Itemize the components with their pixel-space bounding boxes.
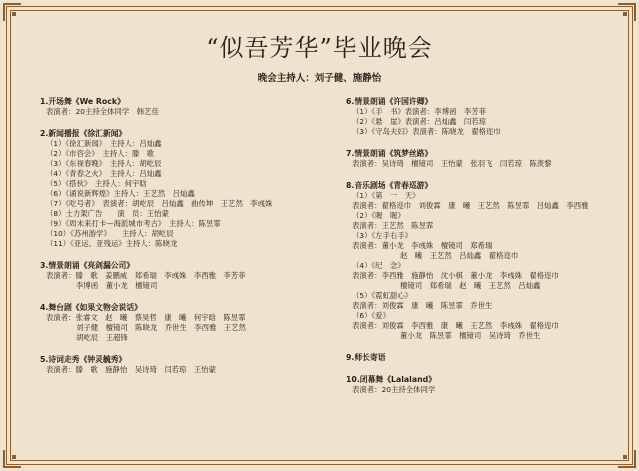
- program-section: [40, 96, 330, 117]
- section-line: 表演者：刘俊霖 李西雅 康 曦 王艺然 李彧姝 翟格迩巾: [352, 321, 559, 330]
- section-line: 表演者：张睿文 赵 曦 蔡昊哲 康 曦 何宇晗 陈昱霏: [46, 313, 246, 322]
- section-line: （1）《手 书》表演者：李博函 李芳菲: [352, 107, 487, 116]
- section-line: （1）《第 一 天》: [352, 191, 420, 200]
- section-line: （2）《喔 喔》: [352, 211, 405, 220]
- program-section: [40, 260, 330, 291]
- section-line: （5）《搭伙》 主持人：何宇晗: [46, 179, 147, 188]
- program-section: [346, 374, 616, 395]
- corner-dot: [12, 455, 16, 459]
- program-section: [40, 128, 330, 249]
- section-title: 8.音乐剧场《青春巡游》: [346, 181, 433, 190]
- section-title: 10.闭幕舞《Lalaland》: [346, 375, 437, 384]
- section-title: 3.情景朗诵《亮剑漏公司》: [40, 261, 135, 270]
- section-line: （4）《青春之火》 主持人：吕灿鑫: [46, 169, 162, 178]
- section-line: 表演者：20主持全体同学 韩艺佳: [46, 107, 159, 116]
- section-title: 2.新闻播报《徐汇新闻》: [40, 129, 127, 138]
- section-line: 檀镜司 郑希瑞 赵 曦 王艺然 吕灿鑫: [400, 281, 541, 290]
- section-title: 4.舞台剧《如果文物会说话》: [40, 303, 142, 312]
- section-line: （2）《悬 崖》表演者：吕灿鑫 闫若琼: [352, 117, 487, 126]
- section-line: 表演者：20主持全体同学: [352, 385, 436, 394]
- corner-dot: [623, 12, 627, 16]
- section-line: （3）《东视春晚》 主持人：胡屹辰: [46, 159, 162, 168]
- section-line: （2）《市咨会》 主持人：滕 歌: [46, 149, 155, 158]
- program-section: [346, 180, 616, 341]
- section-line: 表演者：吴诗琦 檀镜司 王怡蒙 张羽飞 闫若琼 陈羡黎: [352, 159, 552, 168]
- section-line: （9）《周末来打卡—海派城市考古》 主持人：陈昱霏: [46, 219, 221, 228]
- section-line: 表演者：翟格迩巾 刘俊霖 康 曦 王艺然 陈昱霏 吕灿鑫 李西雅: [352, 201, 589, 210]
- section-line: 胡屹辰 王超锋: [76, 333, 128, 342]
- section-line: （3）《左手右手》: [352, 231, 413, 240]
- section-line: 董小龙 陈昱霏 檀镜司 吴诗琦 乔世生: [400, 331, 541, 340]
- section-line: （1）《徐汇新闻》 主持人：吕灿鑫: [46, 139, 162, 148]
- section-line: （8）士力架广告 演 员：王怡蒙: [46, 209, 169, 218]
- section-line: （11）《亚运、亚残运》主持人：陈晓龙: [46, 239, 178, 248]
- section-title: 7.情景朗诵《筑梦丝路》: [346, 149, 433, 158]
- program-section: [346, 148, 616, 169]
- program-section: [346, 96, 616, 137]
- corner-dot: [12, 12, 16, 16]
- section-line: （6）《诵说新辉煌》主持人：王艺然 吕灿鑫: [46, 189, 195, 198]
- section-line: 刘子健 檀镜司 陈晓龙 乔世生 李西雅 王艺然: [76, 323, 246, 332]
- section-line: 表演者：滕 歌 姜鹏威 郑希瑞 李彧姝 李西雅 李芳菲: [46, 271, 246, 280]
- hosts-line: 晚会主持人：刘子健、施静怡: [257, 73, 382, 84]
- corner-ornament: [618, 450, 636, 468]
- corner-ornament: [618, 3, 636, 21]
- section-line: 李博函 董小龙 檀镜司: [76, 281, 158, 290]
- corner-ornament: [3, 450, 21, 468]
- section-line: 表演者：李西雅 施静怡 沈小棋 董小龙 李彧姝 翟格迩巾: [352, 271, 559, 280]
- page-title: “似吾芳华”毕业晚会: [206, 34, 433, 62]
- section-line: （7）《吃号者》 表演者：胡屹辰 吕灿鑫 曲传坤 王艺然 李彧姝: [46, 199, 273, 208]
- section-title: 9.师长寄语: [346, 353, 386, 362]
- section-line: （3）《守岛夫妇》表演者：陈晓龙 翟格迩巾: [352, 127, 501, 136]
- section-title: 1.开场舞《We Rock》: [40, 97, 125, 106]
- section-line: 表演者：刘俊霖 康 曦 陈昱霏 乔世生: [352, 301, 493, 310]
- left-column: [40, 96, 330, 386]
- program-section: [40, 354, 330, 375]
- right-column: [346, 96, 616, 406]
- section-line: 赵 曦 王艺然 吕灿鑫 翟格迩巾: [400, 251, 519, 260]
- section-line: （6）《爱》: [352, 311, 390, 320]
- section-line: 表演者：董小龙 李彧姝 檀镜司 郑希瑞: [352, 241, 493, 250]
- section-line: 表演者：滕 歌 施静怡 吴诗琦 闫若琼 王怡蒙: [46, 365, 216, 374]
- program-section: [40, 302, 330, 343]
- section-title: 5.诗词走秀《钟灵毓秀》: [40, 355, 127, 364]
- section-line: 表演者：王艺然 陈昱霏: [352, 221, 434, 230]
- corner-dot: [623, 455, 627, 459]
- section-title: 6.情景朗诵《许国许卿》: [346, 97, 433, 106]
- section-line: （5）《霓虹甜心》: [352, 291, 413, 300]
- section-line: （4）《纪 念》: [352, 261, 405, 270]
- program-section: [346, 352, 616, 363]
- section-line: （10）《苏州游学》 主持人：胡屹辰: [46, 229, 174, 238]
